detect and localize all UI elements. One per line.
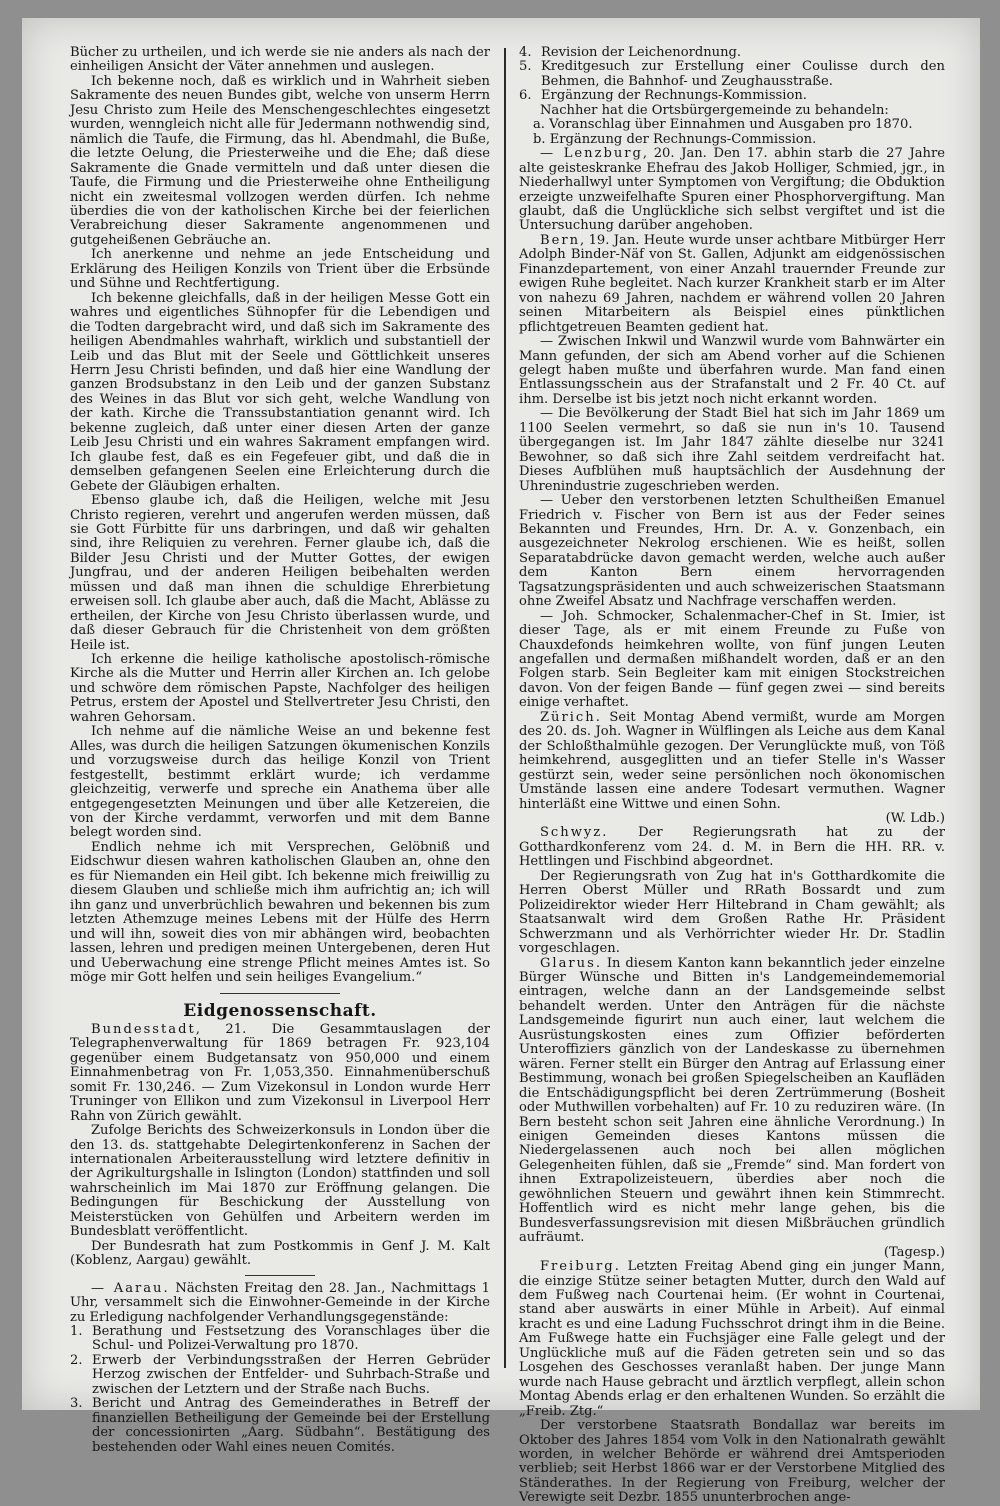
dateline: Zürich. — [539, 709, 602, 725]
newspaper-page — [22, 18, 980, 1506]
section-divider — [220, 993, 340, 994]
paragraph: Bücher zu urtheilen, und ich werde sie nie anders als nach der einheiligen Ansicht der Väter annehmen und auslegen. — [70, 45, 490, 75]
dateline: Glarus. — [539, 955, 602, 971]
section-heading: Eidgenossenschaft. — [183, 1001, 377, 1022]
agenda-item: 3. Bericht und Antrag des Gemeinderathes in Betreff der finanziellen Betheiligung der Gemeinde bei der Erstellung der concessionirten „Aarg. Südbahn“. Bestätigung des bestehenden oder Wahl eines neuen Comités. — [70, 1396, 490, 1455]
dateline: Freiburg. — [539, 1259, 621, 1275]
paragraph: Nachher hat die Ortsbürgergemeinde zu behandeln: — [539, 102, 889, 118]
source-note: (W. Ldb.) — [885, 811, 945, 827]
paragraph: Der Bundesrath hat zum Postkommis in Genf J. M. Kalt (Koblenz, Aargau) gewählt. — [70, 1238, 490, 1269]
dateline: — Aarau. — [90, 1280, 170, 1296]
dateline: Bundesstadt — [90, 1021, 196, 1037]
article-aarau — [70, 1282, 490, 1325]
paragraph: — Die Bevölkerung der Stadt Biel hat sich im Jahr 1869 um 1100 Seelen vermehrt, so daß sie nun in's 10. Tausend übergegangen ist. Im Jahr 1847 zählte dieselbe nur 3241 Bewohner, so daß sich ihre Zahl seitdem verdreifacht hat. Dieses Aufblühen muß hauptsächlich der Ausdehnung der Uhrenindustrie zugeschrieben werden. — [519, 406, 945, 494]
agenda-subitem: a. Voranschlag über Einnahmen und Ausgaben pro 1870. — [533, 117, 913, 133]
article-bern — [519, 234, 945, 335]
agenda-item: 6. Ergänzung der Rechnungs-Kommission. — [519, 88, 807, 104]
left-column — [70, 45, 491, 1455]
paragraph: — Zwischen Inkwil und Wanzwil wurde vom Bahnwärter ein Mann gefunden, der sich am Abend vorher auf die Schienen gelegt haben mußte und überfahren wurde. Man fand einen Entlassungsschein aus der Strafanstalt und 2 Fr. 40 Ct. auf ihm. Derselbe ist bis jetzt noch nicht erkannt worden. — [519, 334, 945, 407]
article-lenzburg — [519, 147, 945, 234]
dateline: Schwyz. — [539, 825, 609, 841]
article-text: Der Regierungsrath hat zu der Gotthardkonferenz vom 24. d. M. in Bern die HH. RR. v. Hettlingen und Fischbind abgeordnet. — [519, 825, 945, 870]
paragraph: Ich nehme auf die nämliche Weise an und bekenne fest Alles, was durch die heiligen Satzungen ökumenischen Konzils und vorzugsweise durch das heilige Konzil von Trient festgestellt, bestimmt erklärt wurde; ich verdamme gleichzeitig, verwerfe und spreche ein Anathema über alle entgegengesetzten Meinungen und über alle Ketzereien, die von der Kirche verdammt, verworfen und mit dem Banne belegt worden sind. — [70, 724, 490, 841]
article-freiburg — [519, 1260, 945, 1419]
article-text: , 21. Die Gesammtauslagen der Telegraphenverwaltung für 1869 betragen Fr. 923,104 gegenüber einem Budgetansatz von 950,000 und einem Einnahmenbetrag von Fr. 1,053,350. Einnahmenüberschuß somit Fr. 130,246. — Zum Vizekonsul in London wurde Herr Truninger von Ellikon und zum Vizekonsul in Liverpool Herr Rahn von Zürich gewählt. — [70, 1021, 490, 1124]
agenda-subitem: b. Ergänzung der Rechnungs-Commission. — [533, 131, 817, 147]
dateline: Bern — [539, 232, 581, 248]
article-bundesstadt — [70, 1023, 490, 1124]
agenda-item: 1. Berathung und Festsetzung des Voranschlages über die Schul- und Polizei-Verwaltung pro 1870. — [70, 1323, 490, 1354]
source-note: (Tagesp.) — [883, 1244, 945, 1260]
column-divider — [504, 48, 506, 1368]
paragraph: Ich erkenne die heilige katholische apostolisch-römische Kirche als die Mutter und Herrin aller Kirchen an. Ich gelobe und schwöre dem römischen Papste, Nachfolger des heiligen Petrus, erstem der Apostel und Stellvertreter Jesu Christi, den wahren Gehorsam. — [70, 652, 490, 725]
article-text: , 19. Jan. Heute wurde unser achtbare Mitbürger Herr Adolph Binder-Näf von St. Gallen, Adjunkt am eidgenössischen Finanzdepartement, von einer Anzahl trauernder Freunde zur ewigen Ruhe begleitet. Nach kurzer Krankheit starb er im Alter von nahezu 69 Jahren, nachdem er während vollen 20 Jahren seinen Mitarbeitern als Beispiel eines pünktlichen pflichtgetreuen Beamten gedient hat. — [519, 232, 945, 335]
paragraph: Ich bekenne noch, daß es wirklich und in Wahrheit sieben Sakramente des neuen Bundes gibt, welche von unserm Herrn Jesu Christo zum Heile des Menschengeschlechtes eingesetzt wurden, wenngleich nicht alle für Jedermann nothwendig sind, nämlich die Taufe, die Firmung, das hl. Abendmahl, die Buße, die letzte Oelung, die Priesterweihe und die Ehe; daß diese Sakramente die Gnade vermitteln und daß unter diesen die Taufe, die Firmung und die Priesterweihe ohne Entheiligung nicht ein zweitesmal vollzogen werden dürfen. Ich nehme überdies die von der katholischen Kirche bei der feierlichen Verabreichung dieser Sakramente angenommenen und gutgeheißenen Gebräuche an. — [70, 73, 490, 248]
article-divider — [245, 1275, 315, 1276]
agenda-item: 2. Erwerb der Verbindungsstraßen der Herren Gebrüder Herzog zwischen der Entfelder- und Suhrbach-Straße und zwischen der Letztern und der Straße nach Buchs. — [70, 1352, 490, 1397]
paragraph: Der Regierungsrath von Zug hat in's Gotthardkomite die Herren Oberst Müller und RRath Bossardt und zum Polizeidirektor wieder Herr Hiltebrand in Cham gewählt; als Staatsanwalt wird dem Großen Rathe Hr. Präsident Schwerzmann und als Verhörrichter wieder Hr. Dr. Stadlin vorgeschlagen. — [519, 868, 945, 957]
article-glarus — [519, 957, 945, 1246]
paragraph: Ich anerkenne und nehme an jede Entscheidung und Erklärung des Heiligen Konzils von Trient über die Erbsünde und Sühne und Rechtfertigung. — [70, 247, 490, 292]
dateline: — Lenzburg — [539, 146, 643, 162]
article-text: Letzten Freitag Abend ging ein junger Mann, die einzige Stütze seiner betagten Mutter, durch den Wald auf dem Fußweg nach Courtenai heim. (Er wohnt in Courtenai, stand aber auswärts in einer Mühle in Arbeit). Auf einmal kracht es und eine Ladung Fuchsschrot dringt ihm in die Beine. Am Fußwege hatte ein Fuchsjäger eine Falle gelegt und der Unglückliche muß auf die Fäden getreten sein und so das Losgehen des Geschosses veranlaßt haben. Der junge Mann wurde nach Hause gebracht und ärztlich verpflegt, allein schon Montag Abends erlag er den erhaltenen Wunden. So erzählt die „Freib. Ztg.“ — [519, 1259, 945, 1419]
right-column — [519, 45, 945, 1506]
article-schwyz — [519, 826, 945, 869]
article-text: Seit Montag Abend vermißt, wurde am Morgen des 20. ds. Joh. Wagner in Wülflingen als Leiche aus dem Kanal der Schloßthalmühle gezogen. Der Verunglückte muß, von Töß heimkehrend, ausgeglitten und an tiefer Stelle in's Wasser gestürzt sein, weder seine persönlichen noch ökonomischen Umstände lassen eine andere Todesart vermuthen. Wagner hinterläßt eine Wittwe und einen Sohn. — [519, 709, 945, 812]
article-text: Nächsten Freitag den 28. Jan., Nachmittags 1 Uhr, versammelt sich die Einwohner-Gemeinde in der Kirche zu Erledigung nachfolgender Verhandlungsgegenstände: — [70, 1280, 491, 1325]
paragraph: Ebenso glaube ich, daß die Heiligen, welche mit Jesu Christo regieren, verehrt und angerufen werden müssen, daß sie Gott Fürbitte für uns darbringen, und daß wir gehalten sind, ihre Reliquien zu verehren. Ferner glaube ich, daß die Bilder Jesu Christi und der Mutter Gottes, der ewigen Jungfrau, und der anderen Heiligen beibehalten werden müssen und daß man ihnen die schuldige Ehrerbietung erweisen soll. Ich glaube aber auch, daß die Macht, Ablässe zu ertheilen, der Kirche von Jesu Christo überlassen wurde, und daß dieser Gebrauch für die Christenheit von dem größten Heile ist. — [70, 493, 490, 653]
paragraph: Der verstorbene Staatsrath Bondallaz war bereits im Oktober des Jahres 1854 vom Volk in den Nationalrath gewählt worden, in welcher Behörde er während drei Amtsperioden verblieb; seit Herbst 1866 war er der Verstorbene Mitglied des Ständerathes. In der Regierung von Freiburg, welcher der Verewigte seit Dezbr. 1855 ununterbrochen ange- — [519, 1418, 945, 1506]
paragraph: — Joh. Schmocker, Schalenmacher-Chef in St. Imier, ist dieser Tage, als er mit einem Freunde zu Fuße von Chauxdefonds heimkehren wollte, von fünf jungen Leuten angefallen und dermaßen mißhandelt worden, daß er an den Folgen starb. Sein Begleiter kam mit einigen Stockstreichen davon. Von der feigen Bande — fünf gegen zwei — sind bereits einige verhaftet. — [519, 608, 945, 711]
paragraph: Ich bekenne gleichfalls, daß in der heiligen Messe Gott ein wahres und eigentliches Sühnopfer für die Lebendigen und die Todten dargebracht wird, und daß sich im Sakramente des heiligen Abendmahles wahrhaft, wirklich und substantiell der Leib und das Blut mit der Seele und Göttlichkeit unseres Herrn Jesu Christi befinden, und daß hier eine Wandlung der ganzen Brodsubstanz in den Leib und der ganzen Substanz des Weines in das Blut vor sich geht, welche Wandlung von der kath. Kirche die Transsubstantiation genannt wird. Ich bekenne zugleich, daß unter einer diesen Arten der ganze Leib Jesu Christi und ein wahres Sakrament empfangen wird. Ich glaube fest, daß es ein Fegefeuer gibt, und daß die in demselben gefangenen Seelen eine Erleichterung durch die Gebete der Gläubigen erhalten. — [70, 290, 490, 494]
paragraph: Zufolge Berichts des Schweizerkonsuls in London über die den 13. ds. stattgehabte Delegirtenkonferenz in Sachen der internationalen Arbeiterausstellung wird letztere definitiv in der Agrikulturgshalle in Islington (London) stattfinden und soll wahrscheinlich im Mai 1870 zur Eröffnung gelangen. Die Bedingungen für Beschickung der Ausstellung von Meisterstücken von Gehülfen und Arbeitern werden im Bundesblatt veröffentlicht. — [70, 1123, 490, 1240]
paragraph: Endlich nehme ich mit Versprechen, Gelöbniß und Eidschwur diesen wahren katholischen Glauben an, ohne den es für Niemanden ein Heil gibt. Ich bekenne mich freiwillig zu diesem Glauben und schließe mich ihm aufrichtig an; ich will ihn ganz und unverbrüchlich bewahren und bekennen bis zum letzten Athemzuge meines Lebens mit der Hülfe des Herrn und will ihn, soweit dies von mir abhängen wird, beobachten lassen, lehren und predigen meinen Untergebenen, deren Hut und Ueberwachung eine strenge Pflicht meines Amtes ist. So möge mir Gott helfen und sein heiliges Evangelium.“ — [70, 839, 490, 985]
article-text: In diesem Kanton kann bekanntlich jeder einzelne Bürger Wünsche und Bitten in's Landgemeindememorial eintragen, welche dann an der Landsgemeinde selbst behandelt werden. Unter den Anträgen für die nächste Landsgemeinde figurirt nun auch einer, laut welchem die Ausrüstungskosten eines zum Offizier beförderten Unteroffiziers gänzlich von der Landeskasse zu übernehmen wären. Ferner stellt ein Bürger den Antrag auf Erlassung einer Bestimmung, wonach bei großen Spiegelscheiben an Kaufläden die Entschädigungspflicht bei deren Zertrümmerung (Bosheit oder Muthwillen vorbehalten) auf Fr. 10 zu reduziren wäre. (In Bern besteht schon seit Jahren eine ähnliche Verordnung.) In einigen Gemeinden dieses Kantons müssen die Niedergelassenen auch noch bei allen möglichen Gelegenheiten fühlen, daß sie „Fremde“ sind. Man fordert von ihnen Extrapolizeisteuern, überdies aber noch die gewöhnlichen Steuern und gewährt ihnen kein Stimmrecht. Hoffentlich wird es nicht mehr lange gehen, bis die Bundesverfassungsrevision mit diesen Mißbräuchen gründlich aufräumt. — [519, 955, 945, 1246]
paragraph: — Ueber den verstorbenen letzten Schultheißen Emanuel Friedrich v. Fischer von Bern ist aus der Feder seines Bekannten und Freundes, Hrn. Dr. A. v. Gonzenbach, ein ausgezeichneter Nekrolog erschienen. Wie es heißt, sollen Separatabdrücke davon gemacht werden, welche auch außer dem Kanton Bern einem hervorragenden Tagsatzungspräsidenten und auch schweizerischen Staatsmann ohne Zweifel Absatz und Nachfrage verschaffen werden. — [519, 493, 945, 610]
agenda-item: 5. Kreditgesuch zur Erstellung einer Coulisse durch den Behmen, die Bahnhof- und Zeughausstraße. — [519, 59, 945, 89]
agenda-item: 4. Revision der Leichenordnung. — [519, 45, 742, 60]
article-text: , 20. Jan. Den 17. abhin starb die 27 Jahre alte geisteskranke Ehefrau des Jakob Holliger, Schmied, jgr., in Niederhallwyl unter Symptomen von Vergiftung; die Obduktion erzeigte unzweifelhafte Spuren einer Phosphorvergiftung. Man glaubt, daß die Unglückliche sich selbst vergiftet und ist die Untersuchung darüber angehoben. — [519, 146, 945, 234]
article-zurich — [519, 711, 945, 812]
